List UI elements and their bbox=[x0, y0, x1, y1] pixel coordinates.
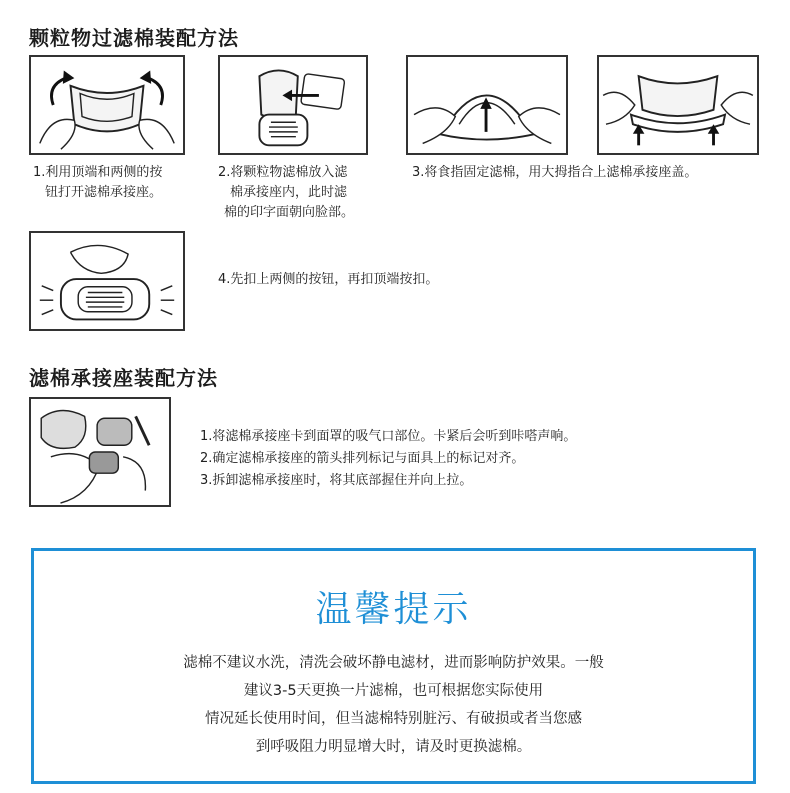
step4-caption-line: 4.先扣上两侧的按钮，再扣顶端按扣。 bbox=[218, 272, 439, 287]
section2-title: 滤棉承接座装配方法 bbox=[29, 366, 218, 390]
step2-caption-line: 2.将颗粒物滤棉放入滤 bbox=[218, 165, 348, 180]
step3-caption-line: 3.将食指固定滤棉，用大拇指合上滤棉承接座盖。 bbox=[412, 165, 698, 180]
tips-title: 温馨提示 bbox=[315, 589, 472, 630]
step3-closing-illustration bbox=[597, 55, 759, 155]
step1-illustration bbox=[29, 55, 185, 155]
step3-drawing bbox=[408, 57, 566, 153]
step2-caption-line: 棉的印字面朝向脸部。 bbox=[224, 205, 355, 220]
holder-assembly-illustration bbox=[29, 397, 171, 507]
step2-caption-line: 棉承接座内，此时滤 bbox=[230, 185, 348, 200]
step4-drawing bbox=[31, 233, 183, 329]
tips-box bbox=[31, 548, 756, 784]
step3-closing-drawing bbox=[599, 57, 757, 153]
step1-caption-line: 1.利用顶端和两侧的按 bbox=[33, 165, 163, 180]
step1-drawing bbox=[31, 57, 183, 153]
holder-assembly-drawing bbox=[31, 399, 169, 505]
step3-caption bbox=[412, 163, 697, 183]
step2-drawing bbox=[220, 57, 366, 153]
tips-line: 滤棉不建议水洗，清洗会破坏静电滤材，进而影响防护效果。一般 bbox=[183, 655, 604, 671]
section1-title: 颗粒物过滤棉装配方法 bbox=[29, 26, 239, 50]
section2-line: 2.确定滤棉承接座的箭头排列标记与面具上的标记对齐。 bbox=[200, 451, 525, 466]
section2-instructions bbox=[200, 426, 576, 492]
section2-line: 1.将滤棉承接座卡到面罩的吸气口部位。卡紧后会听到咔嗒声响。 bbox=[200, 429, 577, 444]
step4-illustration bbox=[29, 231, 185, 331]
tips-line: 建议3-5天更换一片滤棉，也可根据您实际使用 bbox=[243, 683, 544, 699]
step1-caption bbox=[33, 163, 162, 203]
step3-illustration bbox=[406, 55, 568, 155]
step1-caption-line: 钮打开滤棉承接座。 bbox=[45, 185, 163, 200]
step2-illustration bbox=[218, 55, 368, 155]
step4-caption bbox=[218, 270, 438, 290]
step2-caption bbox=[218, 163, 354, 223]
tips-line: 到呼吸阻力明显增大时，请及时更换滤棉。 bbox=[255, 739, 532, 755]
section2-line: 3.拆卸滤棉承接座时，将其底部握住并向上拉。 bbox=[200, 473, 473, 488]
tips-line: 情况延长使用时间，但当滤棉特别脏污、有破损或者当您感 bbox=[205, 711, 582, 727]
